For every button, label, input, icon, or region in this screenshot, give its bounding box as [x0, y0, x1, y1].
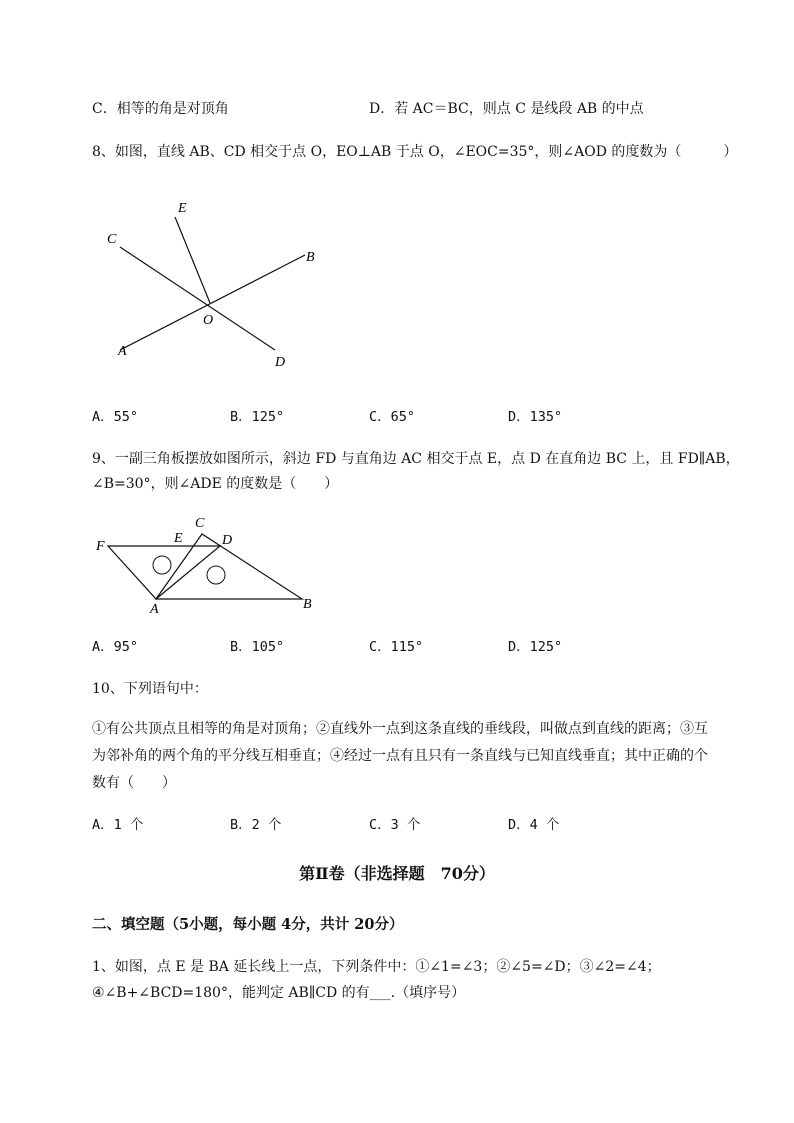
q10-line3: 数有（ ）	[92, 775, 176, 791]
label-c: C	[195, 516, 205, 531]
label-f: F	[96, 539, 105, 554]
hole-left	[153, 556, 171, 574]
label-o: O	[203, 313, 214, 328]
q8-option-c: C．65°	[369, 409, 416, 425]
q8-figure	[100, 195, 340, 375]
q8-stem: 8、如图，直线 AB、CD 相交于点 O，EO⊥AB 于点 O，∠EOC=35°，则∠AOD 的度数为（ ）	[92, 144, 738, 160]
label-b: B	[306, 250, 315, 265]
label-d: D	[222, 533, 233, 548]
q8-option-b: B．125°	[230, 409, 285, 425]
q10-option-c: C．3 个	[369, 817, 421, 833]
label-c: C	[107, 232, 117, 247]
q8-option-d: D．135°	[508, 409, 563, 425]
label-e: E	[174, 531, 183, 546]
label-b: B	[303, 597, 312, 612]
section2-title: 二、填空题（5小题，每小题 4分，共计 20分）	[92, 916, 404, 933]
q10-line2: 为邻补角的两个角的平分线互相垂直；④经过一点有且只有一条直线与已知直线垂直；其中正确的个	[92, 748, 708, 764]
q10-line1: ①有公共顶点且相等的角是对顶角；②直线外一点到这条直线的垂线段，叫做点到直线的距离；③互	[92, 721, 708, 737]
q9-option-b: B．105°	[230, 639, 285, 655]
q9-option-c: C．115°	[369, 639, 424, 655]
q9-option-a: A．95°	[92, 639, 139, 655]
ray-oe	[175, 217, 210, 303]
q8-option-a: A．55°	[92, 409, 139, 425]
q9-stem-line1: 9、一副三角板摆放如图所示，斜边 FD 与直角边 AC 相交于点 E，点 D 在直角边 BC 上，且 FD∥AB，	[92, 451, 740, 467]
part2-title: 第Ⅱ卷（非选择题 70分）	[299, 864, 495, 883]
label-e: E	[178, 201, 187, 216]
q7-option-c: C．相等的角是对顶角	[92, 101, 229, 117]
q10-option-d: D．4 个	[508, 817, 560, 833]
hole-right	[207, 566, 225, 584]
line-cd	[120, 247, 275, 350]
line-ab	[120, 255, 305, 350]
q9-stem-line2: ∠B=30°，则∠ADE 的度数是（ ）	[92, 476, 339, 492]
q9-figure	[92, 512, 332, 617]
q10-option-b: B．2 个	[230, 817, 282, 833]
q10-option-a: A．1 个	[92, 817, 144, 833]
fill1-line1: 1、如图，点 E 是 BA 延长线上一点，下列条件中：①∠1=∠3；②∠5=∠D；③∠2=∠4；	[92, 959, 661, 975]
q10-stem: 10、下列语句中：	[92, 681, 208, 697]
label-a: A	[150, 602, 159, 617]
fill1-line2: ④∠B+∠BCD=180°，能判定 AB∥CD 的有___.（填序号）	[92, 985, 466, 1001]
label-a: A	[118, 344, 127, 359]
q7-option-d: D．若 AC＝BC，则点 C 是线段 AB 的中点	[369, 101, 644, 117]
q9-option-d: D．125°	[508, 639, 563, 655]
triangle-fda	[108, 546, 220, 599]
label-d: D	[275, 355, 286, 370]
